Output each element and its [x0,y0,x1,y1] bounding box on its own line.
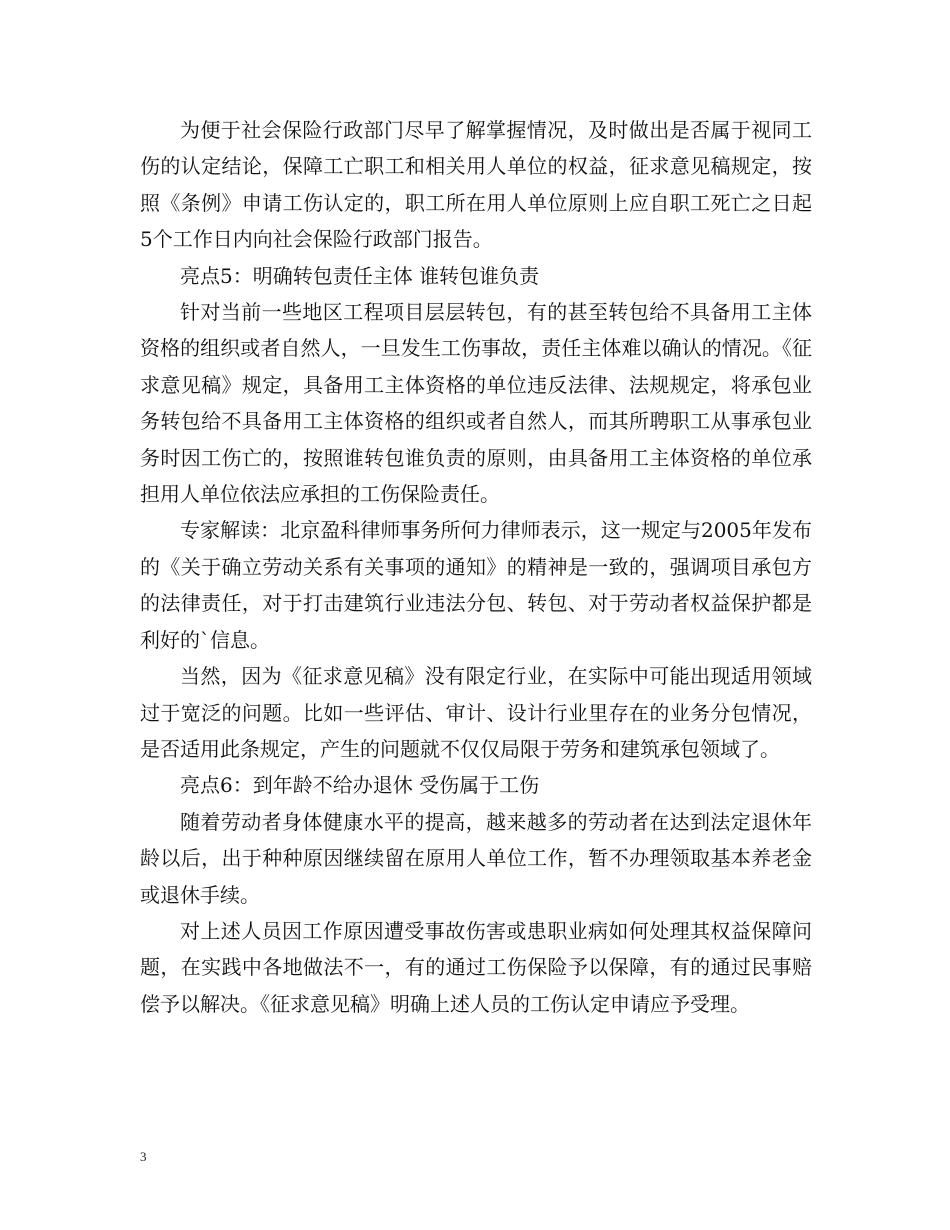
paragraph-report-requirement: 为便于社会保险行政部门尽早了解掌握情况，及时做出是否属于视同工伤的认定结论，保障工亡职工和相关用人单位的权益，征求意见稿规定，按照《条例》申请工伤认定的，职工所在用人单位原则上应自职工死亡之日起5个工作日内向社会保险行政部门报告。 [140,118,812,252]
heading-highlight-6: 亮点6：到年龄不给办退休 受伤属于工伤 [180,773,540,798]
paragraph-retirement-age-workers: 随着劳动者身体健康水平的提高，越来越多的劳动者在达到法定退休年龄以后，出于种种原因继续留在原用人单位工作，暂不办理领取基本养老金或退休手续。 [140,809,812,907]
body-text [140,112,812,1022]
paragraph-expert-interpretation: 专家解读：北京盈科律师事务所何力律师表示，这一规定与2005年发布的《关于确立劳动关系有关事项的通知》的精神是一致的，强调项目承包方的法律责任，对于打击建筑行业违法分包、转包、对于劳动者权益保护都是利好的`信息。 [140,518,812,652]
paragraph-scope-concern: 当然，因为《征求意见稿》没有限定行业，在实际中可能出现适用领域过于宽泛的问题。比如一些评估、审计、设计行业里存在的业务分包情况，是否适用此条规定，产生的问题就不仅仅局限于劳务和建筑承包领域了。 [140,664,812,761]
paragraph-subcontract-rule: 针对当前一些地区工程项目层层转包，有的甚至转包给不具备用工主体资格的组织或者自然人，一旦发生工伤事故，责任主体难以确认的情况。《征求意见稿》规定，具备用工主体资格的单位违反法律、法规规定，将承包业务转包给不具备用工主体资格的组织或者自然人，而其所聘职工从事承包业务时因工伤亡的，按照谁转包谁负责的原则，由具备用工主体资格的单位承担用人单位依法应承担的工伤保险责任。 [140,300,812,507]
page-number: 3 [140,1149,147,1164]
paragraph-injury-recognition: 对上述人员因工作原因遭受事故伤害或患职业病如何处理其权益保障问题，在实践中各地做法不一，有的通过工伤保险予以保障，有的通过民事赔偿予以解决。《征求意见稿》明确上述人员的工伤认定申请应予受理。 [140,918,812,1016]
heading-highlight-5: 亮点5：明确转包责任主体 谁转包谁负责 [180,263,540,288]
